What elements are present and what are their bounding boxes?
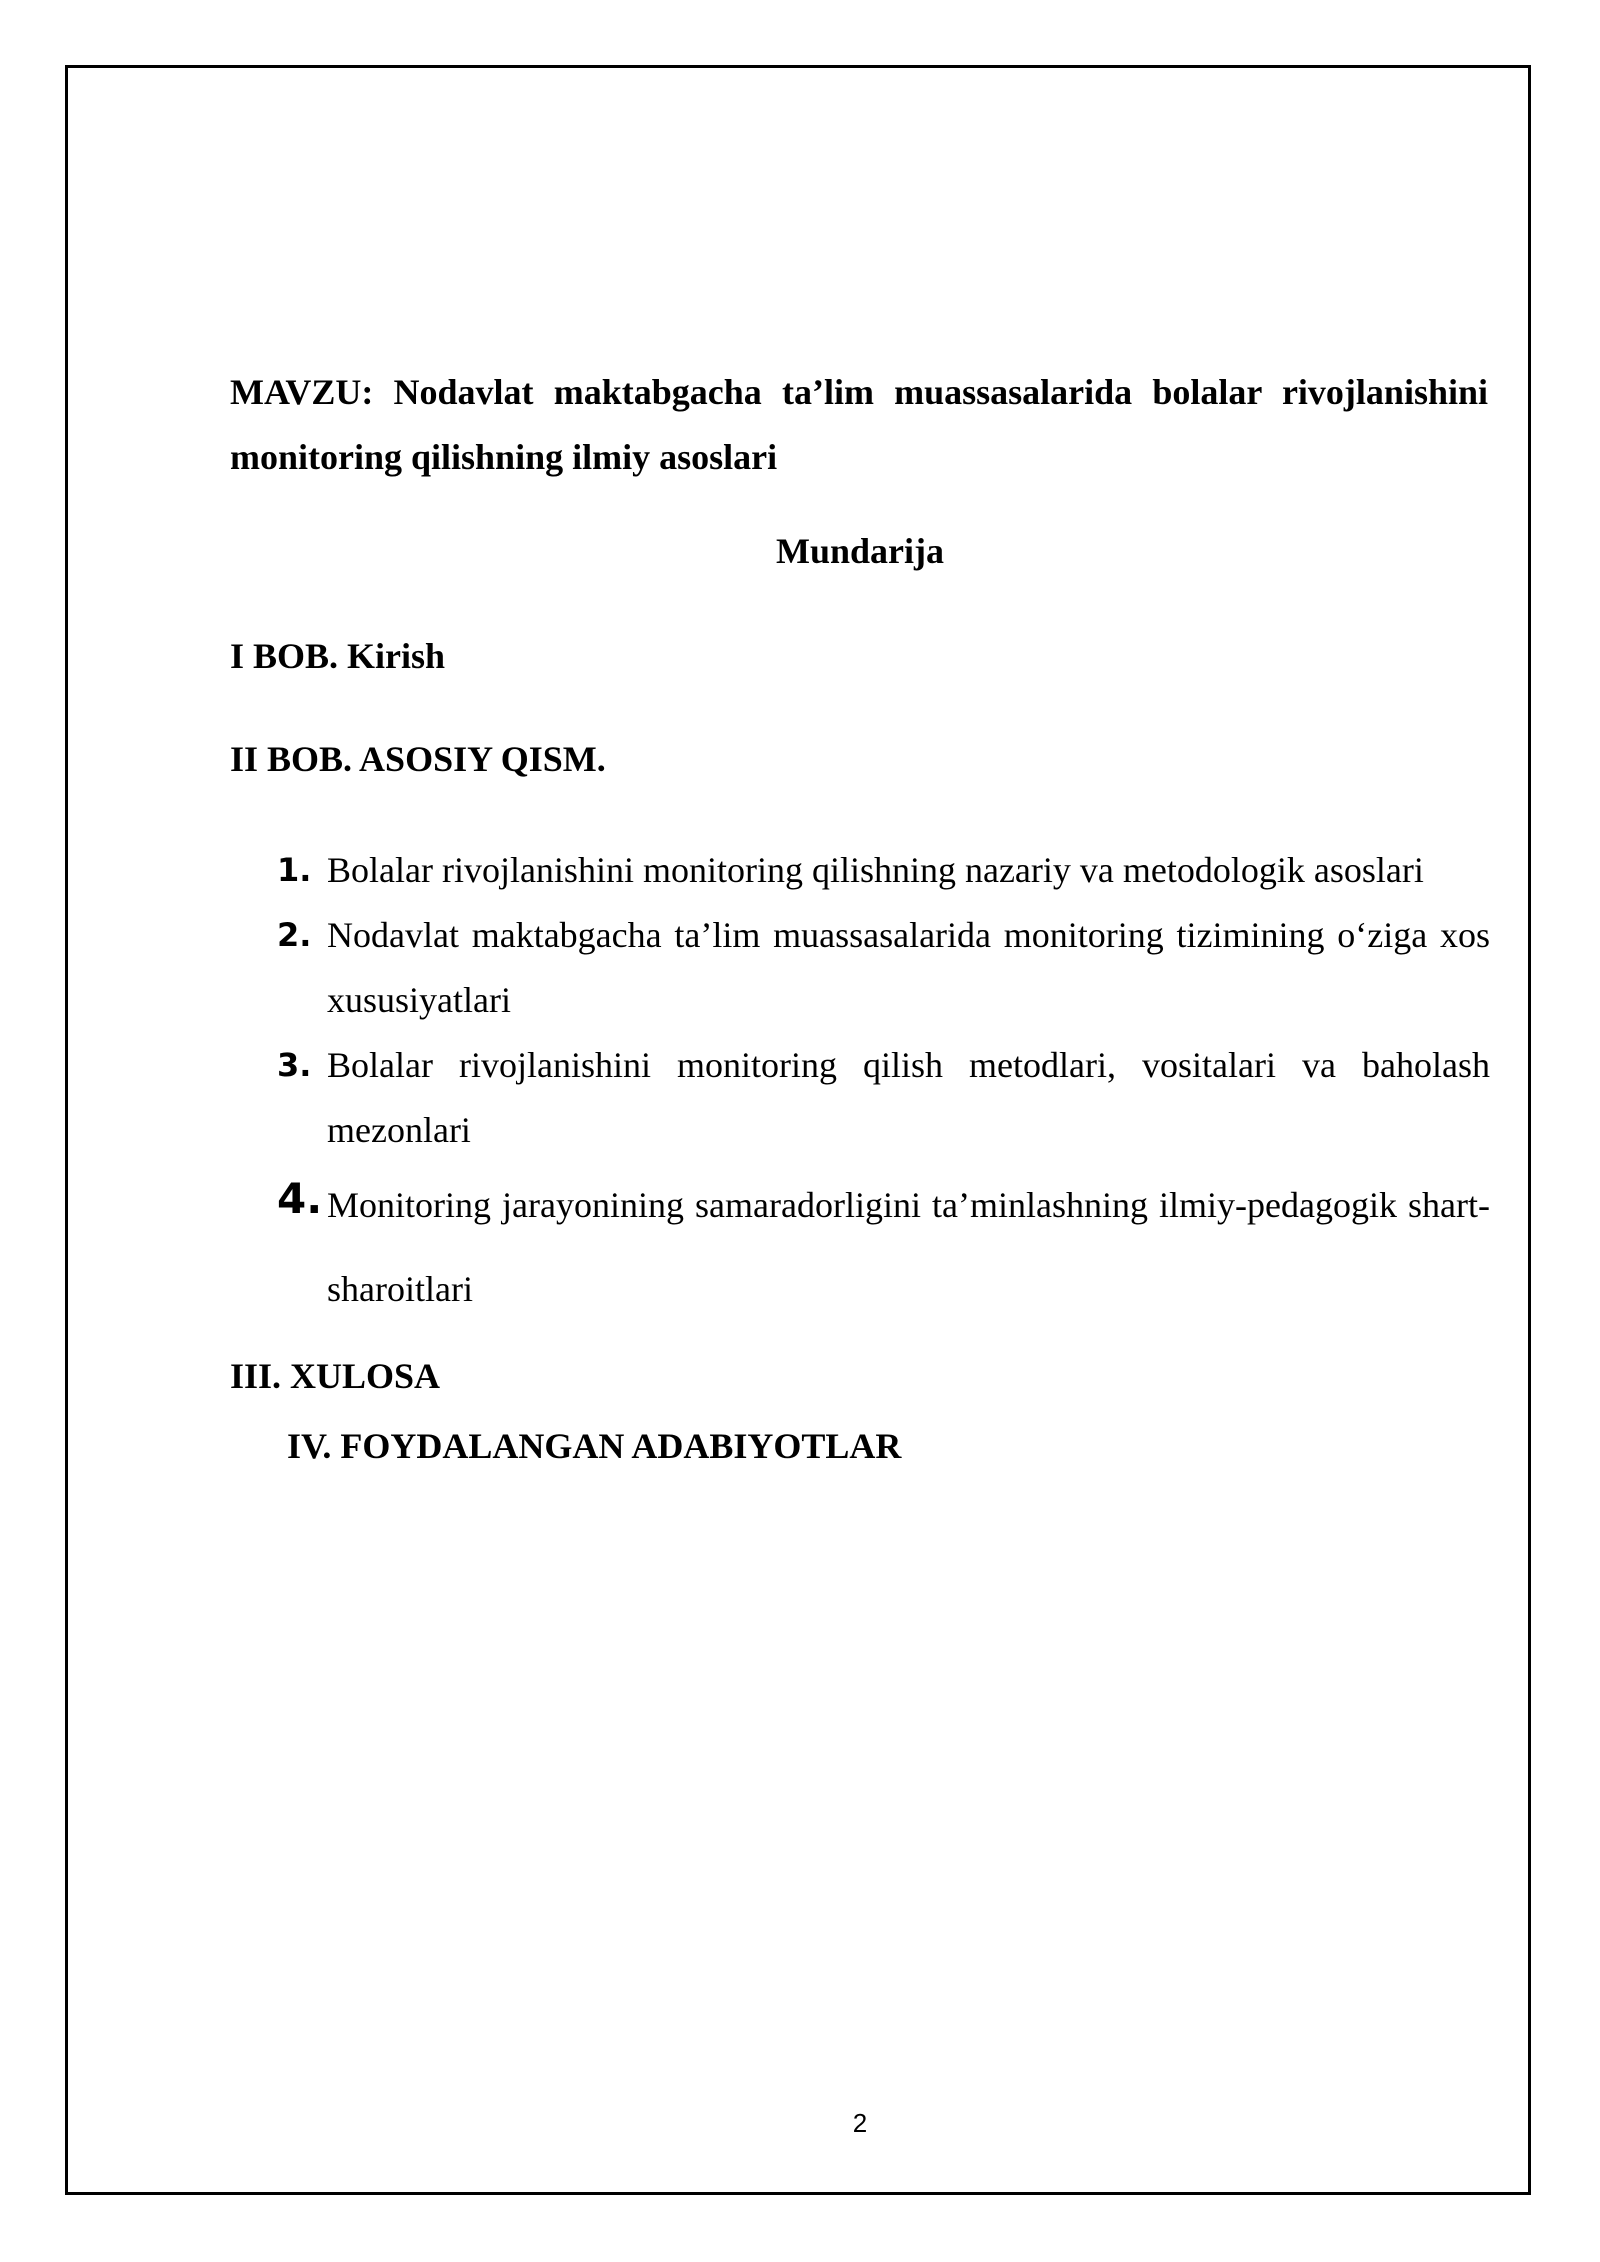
- toc-item-text: Nodavlat maktabgacha ta’lim muassasalarida monitoring tizimining o‘ziga xos xususiyatlari: [327, 915, 1490, 1020]
- toc-item-number: 1.: [277, 851, 312, 889]
- chapter-4-heading: IV. FOYDALANGAN ADABIYOTLAR: [287, 1426, 902, 1466]
- chapter-1-heading: I BOB. Kirish: [230, 636, 446, 676]
- toc-item-1: [230, 838, 1490, 903]
- toc-item-3: [230, 1033, 1490, 1163]
- toc-item-number: 4.: [277, 1174, 323, 1223]
- table-of-contents-title: Mundarija: [775, 531, 944, 571]
- topic-heading: MAVZU: Nodavlat maktabgacha ta’lim muassasalarida bolalar rivojlanishini monitoring qilishning ilmiy asoslari: [230, 372, 1488, 477]
- toc-item-number: 3.: [277, 1046, 312, 1084]
- toc-item-text: Monitoring jarayonining samaradorligini ta’minlashning ilmiy-pedagogik shart-sharoitlari: [327, 1185, 1490, 1309]
- toc-item-4: [230, 1163, 1490, 1331]
- page-number: 2: [852, 2108, 868, 2138]
- chapter-3-heading: III. XULOSA: [230, 1356, 441, 1396]
- chapter-2-heading: II BOB. ASOSIY QISM.: [230, 739, 606, 779]
- toc-item-number: 2.: [277, 916, 312, 954]
- toc-item-2: [230, 903, 1490, 1033]
- toc-list: [230, 838, 1490, 1331]
- toc-item-text: Bolalar rivojlanishini monitoring qilishning nazariy va metodologik asoslari: [327, 850, 1424, 890]
- toc-item-text: Bolalar rivojlanishini monitoring qilish metodlari, vositalari va baholash mezonlari: [327, 1045, 1490, 1150]
